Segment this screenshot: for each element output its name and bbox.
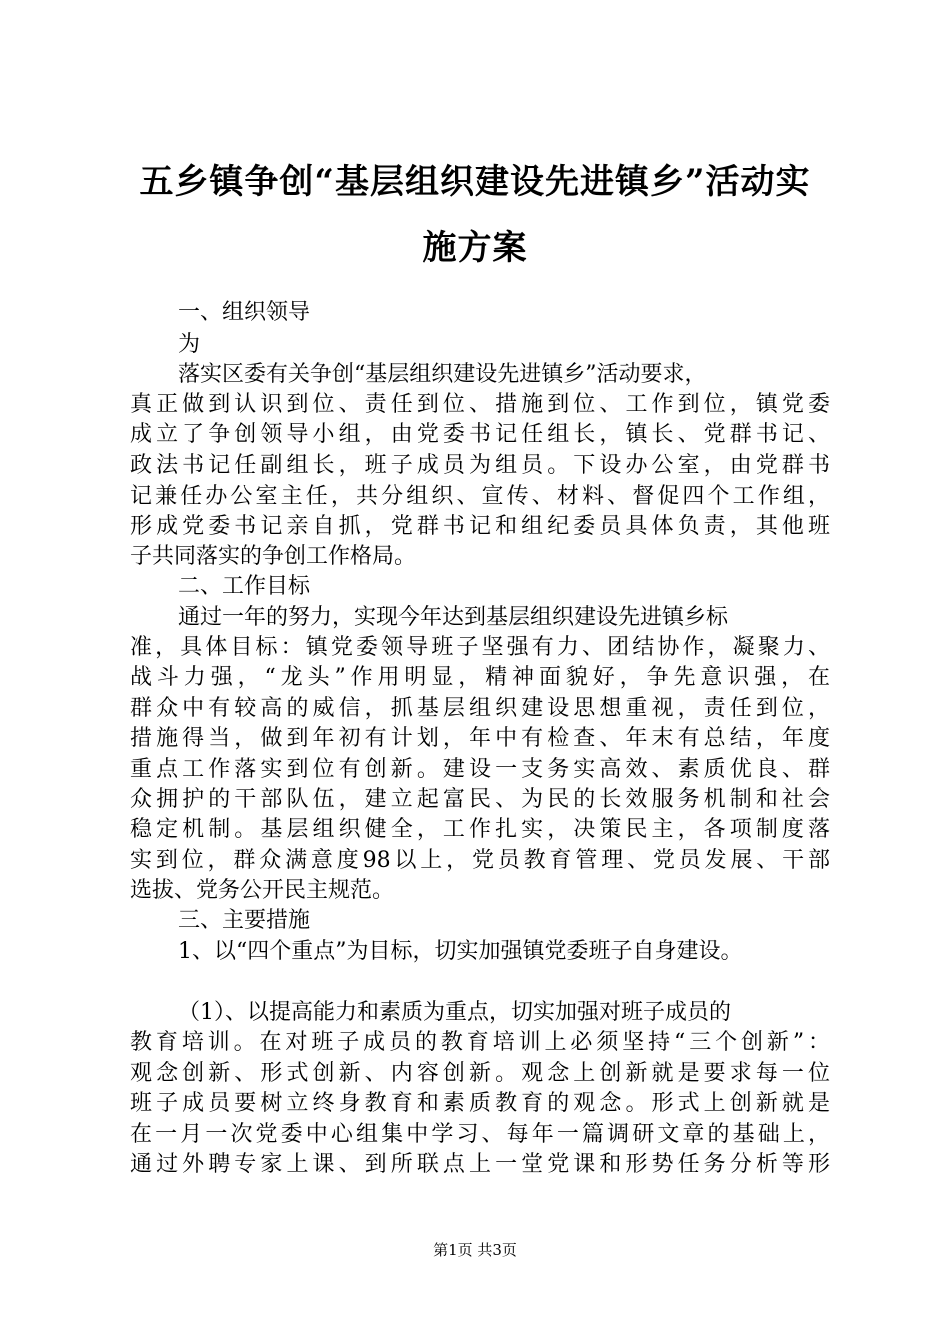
paragraph-line: 稳定机制。基层组织健全，工作扎实，决策民主，各项制度落	[130, 817, 830, 842]
paragraph-line: 通过一年的努力，实现今年达到基层组织建设先进镇乡标	[178, 605, 729, 630]
paragraph-line: 在一月一次党委中心组集中学习、每年一篇调研文章的基础上，	[130, 1122, 830, 1147]
document-title-line-1: 五乡镇争创“基层组织建设先进镇乡”活动实	[139, 162, 811, 202]
page-footer: 第1页 共3页	[433, 1241, 517, 1259]
heading-main-measures: 三、主要措施	[178, 908, 311, 933]
paragraph-line: 准，具体目标：镇党委领导班子坚强有力、团结协作，凝聚力、	[130, 635, 830, 660]
paragraph-line: 观念创新、形式创新、内容创新。观念上创新就是要求每一位	[130, 1061, 830, 1086]
paragraph-line: （1）、以提高能力和素质为重点，切实加强对班子成员的	[178, 1000, 731, 1025]
heading-organization-leadership: 一、组织领导	[178, 300, 311, 325]
paragraph-line: 通过外聘专家上课、到所联点上一堂党课和形势任务分析等形	[130, 1152, 830, 1177]
paragraph-line: 战斗力强，“龙头”作用明显，精神面貌好，争先意识强，在	[130, 665, 830, 690]
paragraph-line: 实到位，群众满意度98以上，党员教育管理、党员发展、干部	[130, 848, 830, 873]
paragraph-line: 落实区委有关争创“基层组织建设先进镇乡”活动要求，	[178, 362, 707, 387]
paragraph-line: 为	[178, 332, 201, 357]
paragraph-line: 群众中有较高的威信，抓基层组织建设思想重视，责任到位，	[130, 696, 830, 721]
document-title-line-2: 施方案	[422, 228, 528, 268]
paragraph-line: 1、以“四个重点”为目标，切实加强镇党委班子自身建设。	[178, 939, 743, 964]
paragraph-line: 重点工作落实到位有创新。建设一支务实高效、素质优良、群	[130, 757, 830, 782]
paragraph-line: 措施得当，做到年初有计划，年中有检查、年末有总结，年度	[130, 726, 830, 751]
paragraph-line: 记兼任办公室主任，共分组织、宣传、材料、督促四个工作组，	[130, 484, 830, 509]
paragraph-line: 选拔、党务公开民主规范。	[130, 878, 395, 903]
paragraph-line: 形成党委书记亲自抓，党群书记和组纪委员具体负责，其他班	[130, 514, 830, 539]
paragraph-line: 真正做到认识到位、责任到位、措施到位、工作到位，镇党委	[130, 392, 830, 417]
paragraph-line: 班子成员要树立终身教育和素质教育的观念。形式上创新就是	[130, 1091, 830, 1116]
paragraph-line: 子共同落实的争创工作格局。	[130, 544, 417, 569]
paragraph-line: 政法书记任副组长，班子成员为组员。下设办公室，由党群书	[130, 453, 830, 478]
paragraph-line: 成立了争创领导小组，由党委书记任组长，镇长、党群书记、	[130, 422, 830, 447]
paragraph-line: 教育培训。在对班子成员的教育培训上必须坚持“三个创新”：	[130, 1030, 830, 1055]
heading-work-goals: 二、工作目标	[178, 574, 311, 599]
paragraph-line: 众拥护的干部队伍，建立起富民、为民的长效服务机制和社会	[130, 787, 830, 812]
